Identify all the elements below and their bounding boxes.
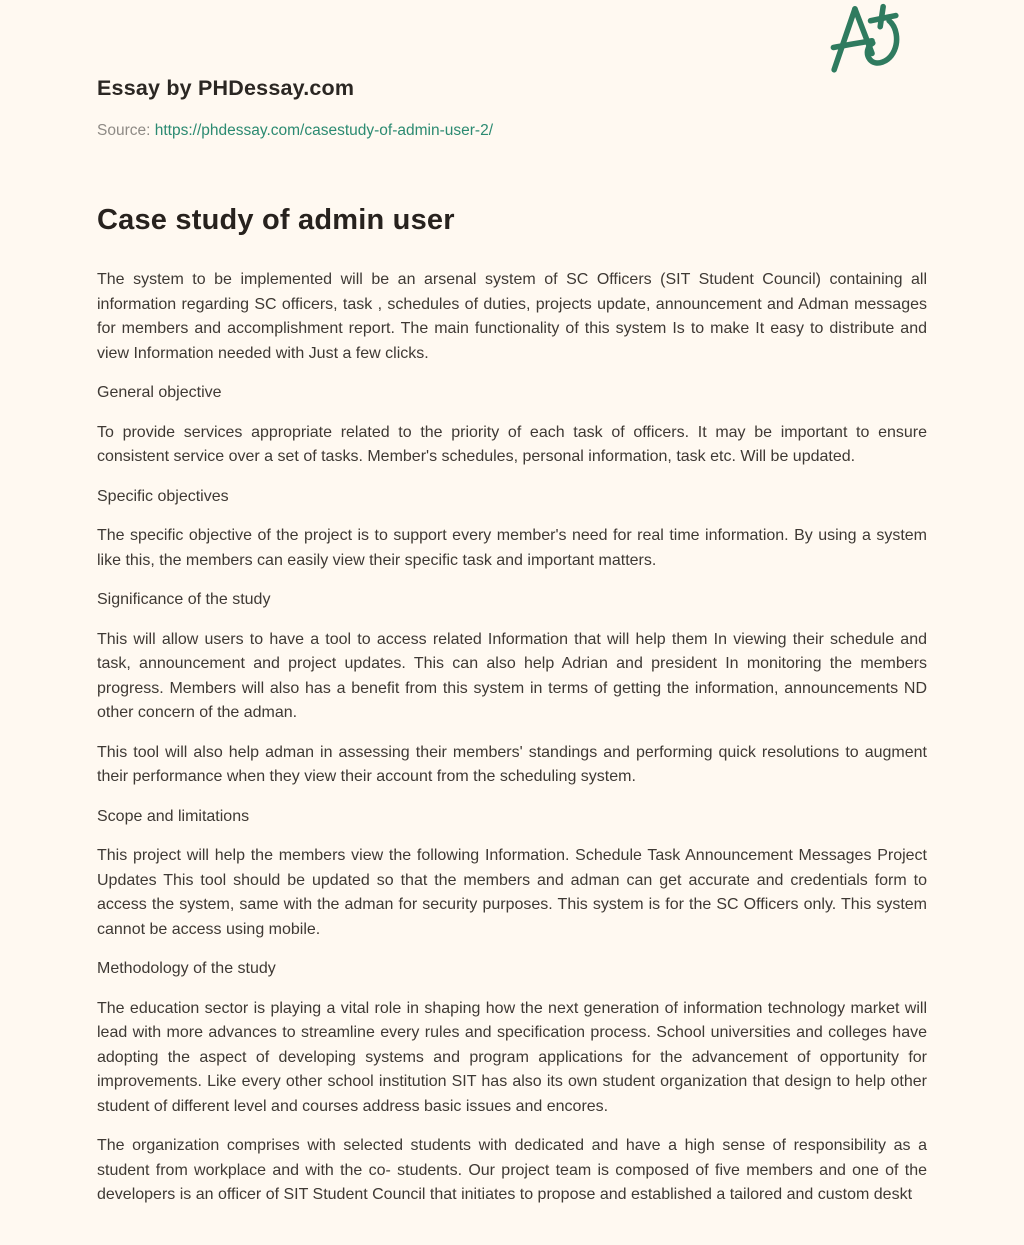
- essay-page: [97, 0, 927, 1208]
- heading-significance: Significance of the study: [97, 591, 271, 608]
- paragraph-general-objective: To provide services appropriate related to the priority of each task of officers. It may be important to ensure consistent service over a set of tasks. Member's schedules, personal information, task etc. Will be updated.: [97, 423, 927, 465]
- page-header: [97, 76, 927, 140]
- paragraph-methodology-2: The organization comprises with selected students with dedicated and have a high sense of responsibility as a student from workplace and with the co- students. Our project team is composed of five members and one of the developers is an officer of SIT Student Council that initiates to propose and established a tailored and custom deskt: [97, 1137, 927, 1203]
- paragraph-significance-2: This tool will also help adman in assessing their members' standings and performing quick resolutions to augment their performance when they view their account from the scheduling system.: [97, 743, 927, 785]
- paragraph-significance-1: This will allow users to have a tool to access related Information that will help them In viewing their schedule and task, announcement and project updates. This can also help Adrian and president In monitoring the members progress. Members will also has a benefit from this system in terms of getting the information, announcements ND other concern of the adman.: [97, 630, 927, 721]
- paragraph-intro: The system to be implemented will be an arsenal system of SC Officers (SIT Student Council) containing all information regarding SC officers, task , schedules of duties, projects update, announcement and Adman messages for members and accomplishment report. The main functionality of this system Is to make It easy to distribute and view Information needed with Just a few clicks.: [97, 271, 927, 362]
- heading-scope-limitations: Scope and limitations: [97, 807, 250, 825]
- paragraph-specific-objectives: The specific objective of the project is to support every member's need for real time information. By using a system like this, the members can easily view their specific task and important matters.: [97, 527, 927, 569]
- site-title: Essay by PHDessay.com: [97, 76, 355, 100]
- source-label: Source:: [97, 122, 151, 139]
- essay-body: [97, 268, 927, 1208]
- source-line: [97, 122, 927, 140]
- source-link[interactable]: https://phdessay.com/casestudy-of-admin-user-2/: [154, 122, 494, 139]
- paragraph-scope-limitations: This project will help the members view the following Information. Schedule Task Announcement Messages Project Updates This tool should be updated so that the members and adman can get accurate and credentials form to access the system, same with the adman for security purposes. This system is for the SC Officers only. This system cannot be access using mobile.: [97, 847, 927, 938]
- heading-specific-objectives: Specific objectives: [97, 487, 229, 505]
- phdessay-a-plus-logo-icon: [823, 0, 927, 98]
- heading-general-objective: General objective: [97, 384, 222, 401]
- heading-methodology: Methodology of the study: [97, 960, 276, 977]
- paragraph-methodology-1: The education sector is playing a vital role in shaping how the next generation of information technology market will lead with more advances to streamline every rules and specification process. School universities and colleges have adopting the aspect of developing systems and program applications for the advancement of opportunity for improvements. Like every other school institution SIT has also its own student organization that design to help other student of different level and courses address basic issues and encores.: [97, 999, 927, 1115]
- page-title: Case study of admin user: [97, 204, 455, 236]
